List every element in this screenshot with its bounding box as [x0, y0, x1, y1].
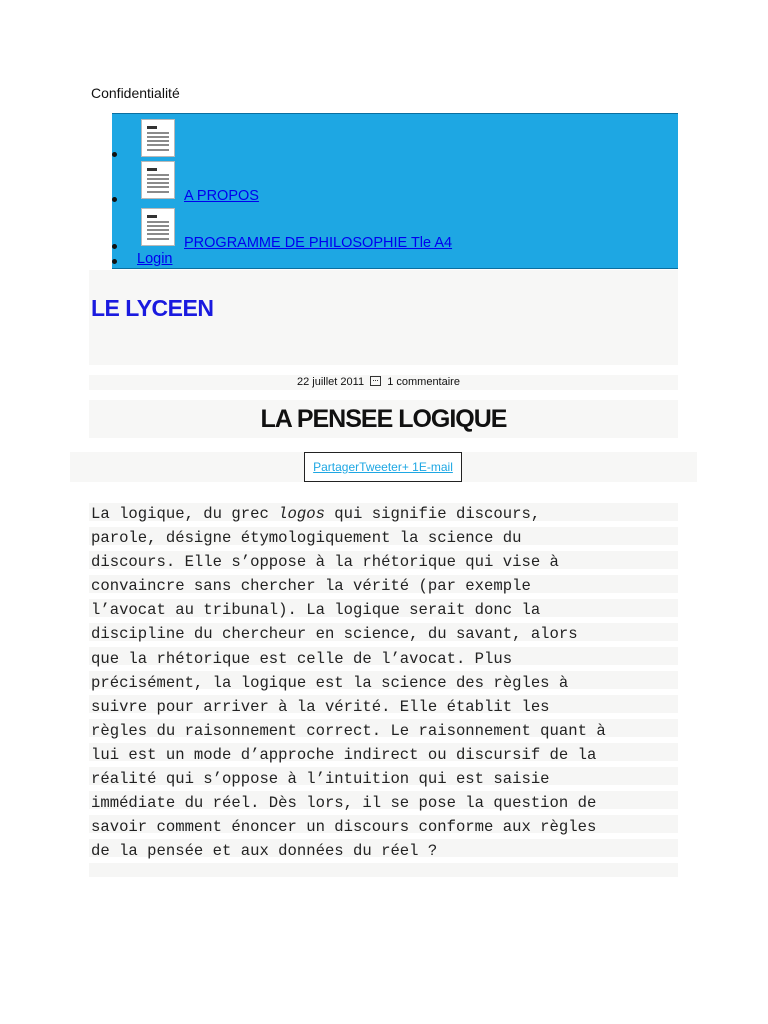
top-navigation: [112, 113, 678, 269]
document-thumbnail-icon: [141, 208, 175, 246]
list-bullet: [112, 244, 117, 249]
list-bullet: [112, 152, 117, 157]
nav-link-programme[interactable]: PROGRAMME DE PHILOSOPHIE Tle A4: [184, 235, 453, 251]
comment-icon: [370, 376, 381, 386]
nav-item-programme[interactable]: [112, 208, 672, 252]
comments-link[interactable]: 1 commentaire: [387, 376, 460, 388]
login-link[interactable]: Login: [137, 251, 173, 267]
document-thumbnail-icon: [141, 119, 175, 157]
nav-item-home[interactable]: [112, 114, 672, 158]
post-meta: [89, 375, 678, 390]
article-body: [91, 502, 681, 863]
nav-link-a-propos[interactable]: A PROPOS: [184, 188, 259, 204]
article-text-rest: qui signifie discours, parole, désigne étymologiquement la science du discours. Elle s’oppose à la rhétorique qui vise à convaincre sans chercher la vérité (par exemple l’avocat au tribunal). La logique serait donc la discipline du chercheur en science, du savant, alors que la rhétorique est celle de l’avocat. Plus précisément, la logique est la science des règles à suivre pour arriver à la vérité. Elle établit les règles du raisonnement correct. Le raisonnement quant à lui est un mode d’approche indirect ou discursif de la réalité qui s’oppose à l’intuition qui est saisie immédiate du réel. Dès lors, il se pose la question de savoir comment énoncer un discours conforme aux règles de la pensée et aux données du réel ?: [91, 505, 606, 861]
share-buttons[interactable]: PartagerTweeter+ 1E-mail: [304, 452, 462, 482]
article-term-logos: logos: [278, 505, 325, 523]
post-date[interactable]: 22 juillet 2011: [297, 376, 365, 388]
nav-item-login[interactable]: [112, 250, 672, 268]
post-title: LA PENSEE LOGIQUE: [260, 405, 507, 433]
site-title[interactable]: LE LYCEEN: [91, 295, 214, 321]
document-thumbnail-icon: [141, 161, 175, 199]
privacy-link[interactable]: Confidentialité: [91, 85, 180, 101]
share-bar: [70, 452, 697, 482]
post-title-box: [89, 400, 678, 438]
list-bullet: [112, 197, 117, 202]
list-bullet: [112, 259, 117, 264]
article-text-start: La logique, du grec: [91, 505, 279, 523]
nav-item-a-propos[interactable]: [112, 161, 672, 205]
